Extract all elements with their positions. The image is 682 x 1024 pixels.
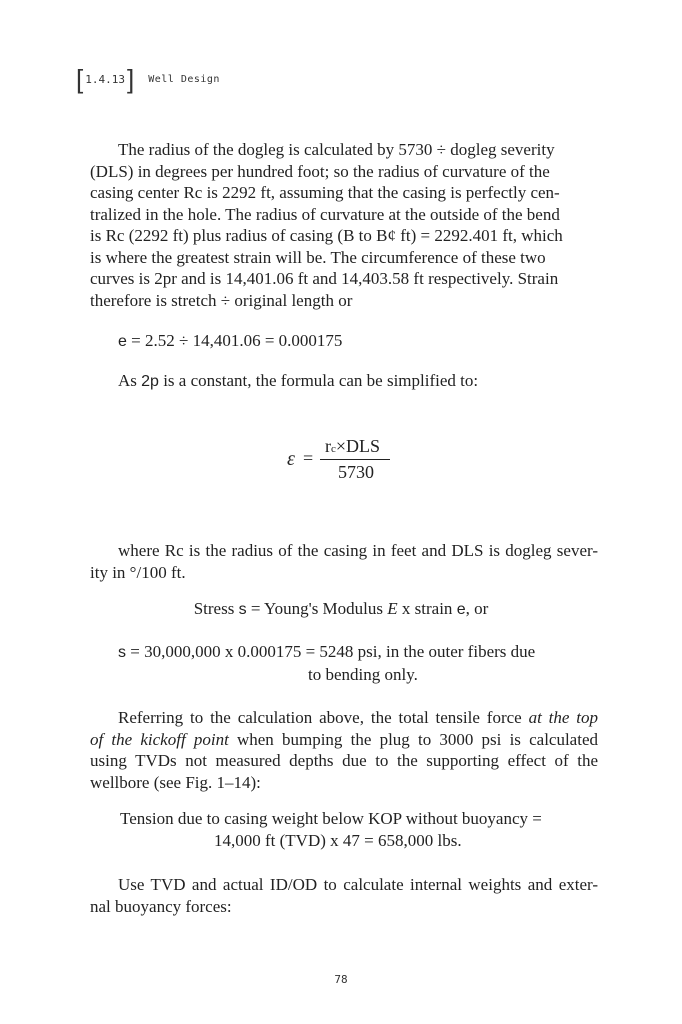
chapter-title: Well Design (148, 73, 220, 85)
strain-equation-text: = 2.52 ÷ 14,401.06 = 0.000175 (126, 331, 343, 350)
stress-definition (0, 598, 682, 621)
paragraph-line: therefore is stretch ÷ original length or (90, 290, 353, 310)
paragraph-italic: of the kickoff point (90, 729, 229, 749)
paragraph-line: is where the greatest strain will be. The circumference of these two (90, 247, 546, 267)
stress-text: Stress (193, 599, 239, 618)
fraction-bar (320, 459, 390, 460)
tension-line: 14,000 ft (TVD) x 47 = 658,000 lbs. (214, 830, 462, 850)
paragraph-line: casing center Rc is 2292 ft, assuming that the casing is perfectly cen- (90, 183, 560, 202)
tension-line: Tension due to casing weight below KOP without buoyancy = (120, 809, 542, 828)
paragraph-line (90, 729, 598, 751)
modulus-symbol: E (387, 599, 398, 618)
formula-times-dls: ×DLS (335, 436, 381, 456)
paragraph-line: wellbore (see Fig. 1–14): (90, 772, 261, 792)
paragraph-line: The radius of the dogleg is calculated by 5730 ÷ dogleg severity (118, 140, 555, 159)
formula-numerator (325, 436, 380, 457)
paragraph-dogleg-radius (90, 139, 598, 311)
paragraph-text: Referring to the calculation above, the total tensile force (118, 708, 529, 727)
section-number: 1.4.13 (85, 72, 125, 86)
strain-formula (0, 436, 682, 486)
stress-text: = Young's Modulus (246, 599, 388, 618)
paragraph-line: using TVDs not measured depths due to the supporting effect of the (90, 751, 598, 770)
formula-subscript-c: c (331, 443, 336, 455)
paragraph-italic: at the top (528, 708, 598, 727)
header-bracket-open: [ (76, 64, 84, 94)
formula-denominator: 5730 (338, 462, 374, 482)
paragraph-simplify (118, 370, 598, 393)
paragraph-line: curves is 2pr and is 14,401.06 ft and 14,403.58 ft respectively. Strain (90, 269, 559, 288)
stress-text: , or (465, 599, 489, 618)
strain-equation (118, 330, 598, 353)
paragraph-line: where Rc is the radius of the casing in feet and DLS is dogleg sever- (118, 541, 598, 560)
paragraph-line: ity in °/100 ft. (90, 562, 186, 582)
paragraph-line: Use TVD and actual ID/OD to calculate internal weights and exter- (118, 875, 598, 894)
paragraph-line (90, 707, 598, 729)
stress-calculation (118, 641, 598, 685)
stress-calc-text: = 30,000,000 x 0.000175 = 5248 psi, in the outer fibers due (126, 642, 536, 661)
paragraph-line: is Rc (2292 ft) plus radius of casing (B to B¢ ft) = 2292.401 ft, which (90, 226, 563, 245)
paragraph-buoyancy (90, 874, 598, 917)
paragraph-line: (DLS) in degrees per hundred foot; so the radius of curvature of the (90, 161, 550, 181)
paragraph-line: tralized in the hole. The radius of curvature at the outside of the bend (90, 204, 560, 224)
paragraph-text: is a constant, the formula can be simplified to: (158, 371, 479, 390)
two-pi-symbol: 2p (141, 373, 159, 390)
stress-calc-line (118, 641, 598, 664)
formula-equals: = (303, 448, 314, 468)
tension-calculation (120, 808, 580, 851)
paragraph-text: when bumping the plug to 3000 psi is calculated (228, 729, 598, 749)
strain-symbol: e (456, 601, 466, 618)
sigma-symbol: s (238, 601, 247, 618)
stress-calc-line: to bending only. (308, 664, 418, 684)
sigma-symbol: s (118, 644, 126, 661)
strain-symbol: e (118, 333, 127, 350)
running-header (76, 66, 220, 92)
formula-r: r (325, 436, 331, 456)
formula-epsilon: ε (287, 448, 295, 470)
page-number: 78 (334, 973, 348, 986)
header-bracket-close: ] (126, 64, 135, 94)
stress-text: x strain (397, 599, 457, 618)
paragraph-text: As (118, 371, 142, 390)
paragraph-line: nal buoyancy forces: (90, 896, 232, 916)
paragraph-tensile-force (90, 707, 598, 793)
paragraph-radius-definition (90, 540, 598, 583)
